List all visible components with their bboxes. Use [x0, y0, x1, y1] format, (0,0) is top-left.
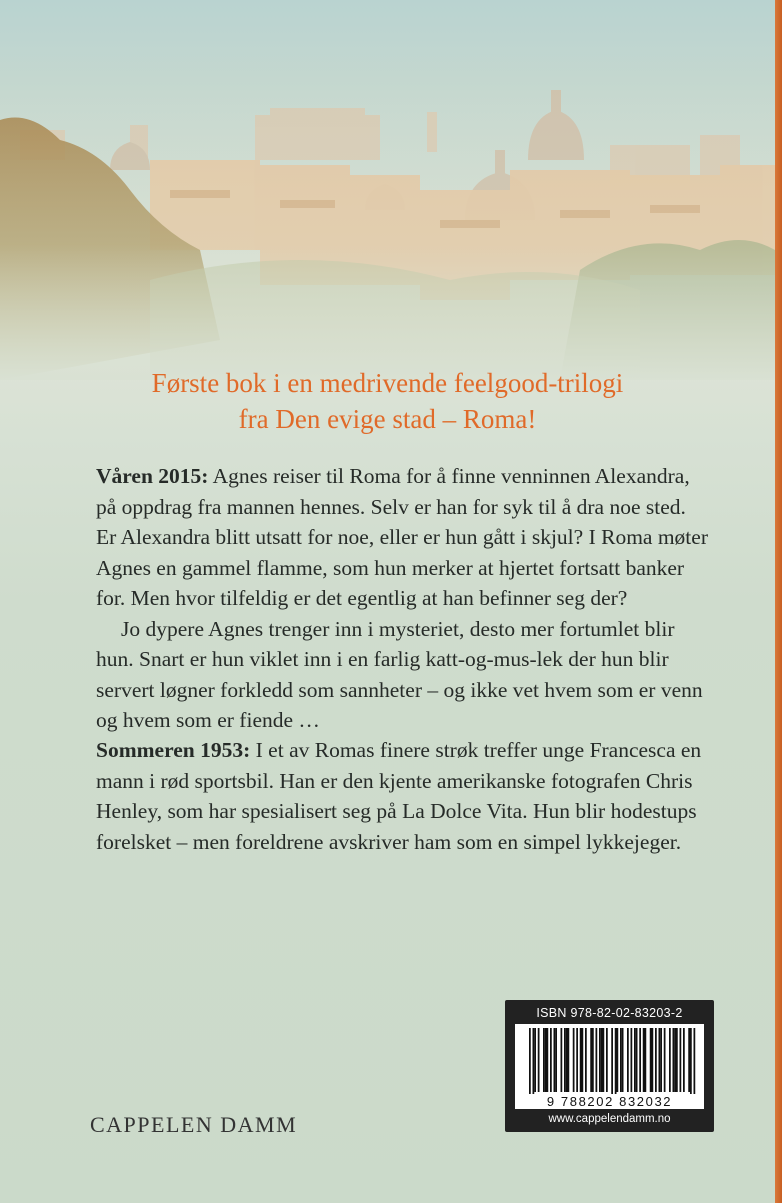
barcode-bar	[620, 1028, 622, 1092]
blurb-2015-line-1: Våren 2015: Agnes reiser til Roma for å finne venninnen Alexandra,	[96, 464, 690, 488]
barcode-bar	[655, 1028, 657, 1092]
blurb-2015-lead: Våren 2015:	[96, 464, 209, 488]
rome-skyline-image	[0, 80, 775, 380]
barcode-bar	[582, 1028, 584, 1092]
barcode-bar	[636, 1028, 638, 1092]
barcode-bar	[547, 1028, 549, 1092]
barcode-bar	[622, 1028, 624, 1092]
barcode-bar	[543, 1028, 545, 1092]
barcode-bar	[669, 1028, 671, 1092]
barcode-bar	[652, 1028, 654, 1092]
publisher-website: www.cappelendamm.no	[548, 1113, 671, 1125]
barcode-bar	[673, 1028, 675, 1092]
barcode-bar	[545, 1028, 547, 1092]
barcode-digits: 9 788202 832032	[517, 1094, 702, 1109]
barcode-bar	[534, 1028, 536, 1092]
barcode-bar	[634, 1028, 636, 1092]
isbn-label: ISBN 978-82-02-83203-2	[536, 1006, 683, 1020]
barcode-bar	[688, 1028, 690, 1092]
spine-edge	[775, 0, 782, 1203]
barcode-bar	[680, 1028, 682, 1092]
blurb-2015-line-4: Agnes en gammel flamme, som hun merker at hjertet fortsatt banker	[96, 555, 685, 580]
barcode-bar	[606, 1028, 608, 1092]
tagline-line-2: fra Den evige stad – Roma!	[238, 404, 537, 434]
blurb-2015-line-7: hun. Snart er hun viklet inn i en farlig katt-og-mus-lek der hun blir	[96, 647, 669, 671]
barcode-bar	[615, 1028, 617, 1100]
blurb-2015-line-2: på oppdrag fra mannen hennes. Selv er han for syk til å dra noe sted.	[96, 494, 686, 519]
barcode-bar	[645, 1028, 647, 1092]
tagline-line-1: Første bok i en medrivende feelgood-trilogi	[151, 368, 624, 398]
blurb-1953-line-4: forelsket – men foreldrene avskriver ham som en simpel lykkejeger.	[96, 829, 682, 854]
barcode-bar	[592, 1028, 594, 1092]
barcode-bar	[533, 1028, 535, 1100]
blurb-2015	[96, 461, 726, 736]
barcode-bar	[627, 1028, 629, 1092]
blurb-1953	[96, 735, 726, 857]
barcode-bar	[639, 1028, 641, 1092]
blurb-2015-line-5: for. Men hvor tilfeldig er det egentlig at han befinner seg der?	[96, 586, 628, 610]
barcode-bar	[590, 1028, 592, 1092]
barcode-bar	[561, 1028, 563, 1092]
barcode-bar	[554, 1028, 556, 1092]
barcode-bar	[550, 1028, 552, 1092]
barcode-bar	[599, 1028, 601, 1092]
barcode-bar	[568, 1028, 570, 1092]
blurb-1953-line-1: Sommeren 1953: I et av Romas finere strøk treffer unge Francesca en	[96, 738, 702, 762]
barcode-bar	[576, 1028, 578, 1092]
blurb-1953-line-3: Henley, som har spesialisert seg på La Dolce Vita. Hun blir hodestups	[96, 799, 697, 823]
blurb-2015-line-3: Er Alexandra blitt utsatt for noe, eller er hun gått i skjul? I Roma møter	[96, 525, 708, 549]
blurb-2015-line-9: og hvem som er fiende …	[96, 708, 320, 732]
publisher-logo: CAPPELEN DAMM	[90, 1112, 298, 1137]
barcode-bar	[573, 1028, 575, 1092]
barcode-bar	[617, 1028, 619, 1092]
barcode-bar	[538, 1028, 540, 1092]
barcode-bar	[585, 1028, 587, 1092]
blurb-2015-line-6: Jo dypere Agnes trenger inn i mysteriet, desto mer fortumlet blir	[121, 616, 675, 641]
barcode-bar	[643, 1028, 645, 1092]
blurb-1953-line-2: mann i rød sportsbil. Han er den kjente amerikanske fotografen Chris	[96, 768, 693, 793]
barcode-bar	[555, 1028, 557, 1092]
barcode-bar	[690, 1028, 692, 1100]
barcode-bar	[676, 1028, 678, 1092]
barcode-bar	[664, 1028, 666, 1092]
barcode-bar	[564, 1028, 566, 1092]
barcode-bar	[601, 1028, 603, 1092]
barcode	[515, 1024, 704, 1109]
barcode-bar	[659, 1028, 661, 1092]
blurb-1953-lead: Sommeren 1953:	[96, 738, 251, 762]
barcode-bar	[683, 1028, 685, 1092]
barcode-bar	[596, 1028, 598, 1092]
barcode-bar	[660, 1028, 662, 1092]
isbn-barcode-box	[505, 1000, 714, 1132]
barcode-bar	[603, 1028, 605, 1092]
barcode-bar	[631, 1028, 633, 1092]
barcode-bar	[674, 1028, 676, 1092]
barcode-bar	[566, 1028, 568, 1092]
blurb-2015-line-8: servert løgner forkledd som sannheter – og ikke vet hvem som er venn	[96, 677, 703, 702]
barcode-bar	[694, 1028, 696, 1100]
barcode-bar	[611, 1028, 613, 1100]
barcode-bar	[580, 1028, 582, 1092]
barcode-bar	[650, 1028, 652, 1092]
barcode-bar	[529, 1028, 531, 1100]
